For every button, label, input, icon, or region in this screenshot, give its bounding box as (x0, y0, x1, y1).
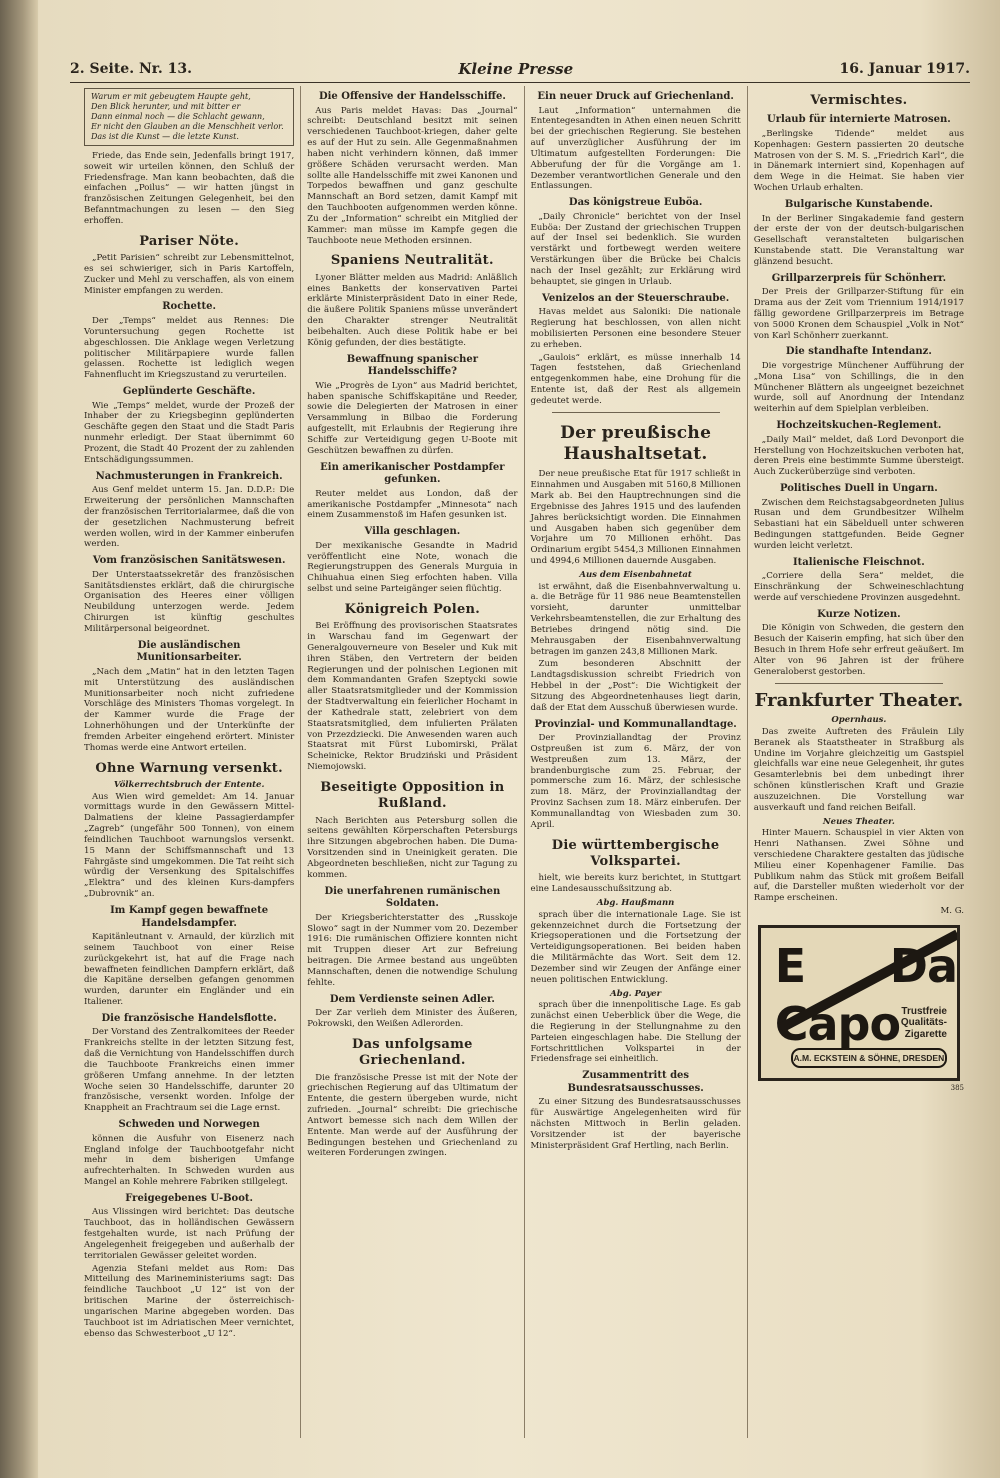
subheadline: Abg. Haußmann (596, 898, 675, 909)
article-text: sprach über die innenpolitische Lage. Es gab zunächst einen Ueberblick über die Wege, die die Regierung in der Stellungnahme zu den Parteien eingeschlagen habe. Die Stellung der Fortschrittlichen Volkspartei in der Friedensfrage sei einheitlich. (530, 1000, 741, 1065)
headline: Königreich Polen. (344, 601, 481, 617)
article-text: Zwischen dem Reichstagsabgeordneten Julius Rusan und dem Grundbesitzer Wilhelm Sebastiani hat ein Säbelduell unter schweren Bedingungen stattgefunden. Beide Gegner wurden leicht verletzt. (753, 497, 964, 551)
subheadline: Aus dem Eisenbahnetat (579, 569, 692, 580)
article-text: Zum besonderen Abschnitt der Landtagsdiskussion schreibt Friedrich von Hebbel in der „Post“: Die Wichtigkeit der Sitzung des Abgeordnetenhauses liegt darin, daß der Etat dem Ausschuß überwiesen wurde. (530, 659, 741, 713)
masthead: Kleine Presse (458, 60, 574, 78)
divider (775, 683, 943, 684)
headline: Geplünderte Geschäfte. (122, 386, 256, 398)
headline: Das königstreue Euböa. (568, 197, 703, 209)
column-3 (525, 86, 748, 1438)
column-1 (78, 86, 301, 1438)
headline: Rochette. (162, 301, 217, 313)
headline: Freigegebenes U-Boot. (125, 1192, 253, 1204)
divider (552, 412, 720, 413)
article-text: „Daily Chronicle“ berichtet von der Insel Euböa: Der Zustand der griechischen Truppen auf der Insel sei bedenklich. Sie wurden verstärkt und fortbewegt werden weitere Verstärkungen über die Brücke bei Chalcis nach der Insel gezählt; zur Erklärung wird behauptet, sie gingen in Urlaub. (530, 211, 741, 287)
article-text: Der Preis der Grillparzer-Stiftung für ein Drama aus der Zeit vom Triennium 1914/1917 fällig gewordene Grillparzerpreis im Betrage von 5000 Kronen dem Schauspiel „Volk in Not“ von Karl Schönherr zuerkannt. (753, 287, 964, 341)
article-text: „Nach dem „Matin“ hat in den letzten Tagen mit Unterstützung des ausländischen Munitionsarbeiter noch nicht zufriedene Vorschläge des Ministers Thomas vorgelegt. In der Kammer wurde die Frage der Lohnerhöhungen und der Unterkünfte der fremden Arbeiter eingehend erörtert. Minister Thomas werde eine Antwort erteilen. (84, 666, 295, 753)
article-text: Der Provinziallandtag der Provinz Ostpreußen ist zum 6. März, der von Westpreußen zum 13. März, der brandenburgische zum 25. Februar, der pommersche zum 16. März, der schlesische zum 18. März, der Provinziallandtag der Provinz Sachsen zum 18. März einberufen. Der Kommunallandtag von Wiesbaden zum 30. April. (530, 733, 741, 830)
headline: Beseitigte Opposition in Rußland. (320, 779, 505, 812)
article-text: Lyoner Blätter melden aus Madrid: Anläßlich eines Banketts der konservativen Partei erklärte Ministerpräsident Dato in einer Rede, die äußere Politik Spaniens müsse unverändert den Charakter strenger Neutralität beibehalten. Auch diese Politik habe er bei König gefunden, der dies bestätigte. (307, 272, 518, 348)
article-text: Der mexikanische Gesandte in Madrid veröffentlicht eine Note, wonach die Regierungstruppen des Generals Murguia in Chihuahua einen Sieg erfochten haben. Villa selbst und seine Parteigänger seien flüchtig. (307, 540, 518, 595)
article-text: Aus Wien wird gemeldet: Am 14. Januar vormittags wurde in den Gewässern Mittel-Dalmatiens der kleine Passagierdampfer „Zagreb“ (ungefähr 500 Tonnen), von einem feindlichen Tauchboot warnungslos versenkt. 15 Mann der Schiffsmannschaft und 13 Fahrgäste sind umgekommen. Die Tat reiht sich würdig der Versenkung des Spitalschiffes „Elektra“ und des kleinen Kurs-dampfers „Dubrovnik“ an. (84, 791, 295, 900)
headline: Die standhafte Intendanz. (785, 346, 932, 358)
headline: Ein neuer Druck auf Griechenland. (537, 91, 734, 102)
article-text: hielt, wie bereits kurz berichtet, in Stuttgart eine Landesausschußsitzung ab. (530, 873, 741, 895)
article-text: „Petit Parisien“ schreibt zur Lebensmittelnot, es sei schwieriger, sich in Paris Kartoffeln, Zucker und Mehl zu verschaffen, als von einem Minister empfangen zu werden. (84, 253, 295, 296)
article-text: Der Unterstaatssekretär des französischen Sanitätsdienstes erklärt, daß die chirurgische Organisation des Heeres einer völligen Neubildung unterzogen werde. Jedem Chirurgen ist künftig geschultes Militärpersonal beigeordnet. (84, 569, 295, 634)
section-title: Frankfurter Theater. (754, 689, 964, 711)
headline: Grillparzerpreis für Schönherr. (771, 272, 947, 284)
article-text: ist erwähnt, daß die Eisenbahnverwaltung u. a. die Beträge für 11 986 neue Beamtenstellen vorsieht, darunter unmittelbar Verkehrsbeamtenstellen, die zur Erhaltung des Betriebes dringend nötig sind. Die Mehrausgaben der Eisenbahnverwaltung betragen im ganzen 243,8 Millionen Mark. (530, 581, 741, 657)
article-text: Die Königin von Schweden, die gestern den Besuch der Kaiserin empfing, hat sich über den Besuch in Ihrem Hofe sehr erfreut geäußert. Im Alter von 96 Jahren ist der frühere Generaloberst gestorben. (753, 623, 964, 677)
article-text: Reuter meldet aus London, daß der amerikanische Postdampfer „Minnesota“ nach einem Zusammenstoß im Hafen gesunken ist. (307, 488, 518, 521)
headline: Politisches Duell in Ungarn. (779, 483, 938, 495)
article-text: „Daily Mail“ meldet, daß Lord Devonport die Herstellung von Hochzeitskuchen verboten hat, deren Preis eine bestimmte Summe übersteigt. Auch Zuckerüberzüge sind verboten. (753, 434, 964, 478)
headline: Italienische Fleischnot. (793, 556, 925, 568)
column-4 (748, 86, 970, 1438)
poem-box: Warum er mit gebeugtem Haupte geht, Den Blick herunter, und mit bitter er Dann einmal noch — die Schlacht gewann, Er nicht den Glauben an die Menschheit verlor. Das ist die Kunst — die letzte Kunst. (84, 88, 294, 146)
article-text: Kapitänleutnant v. Arnauld, der kürzlich mit seinem Tauchboot von einer Reise zurückgekehrt ist, hat auf die Frage nach bewaffneten feindlichen Dampfern erklärt, daß die Kapitäne derselben gefangen genommen wurden, darunter ein Engländer und ein Italiener. (84, 932, 295, 1008)
headline: Die württembergische Volkspartei. (551, 837, 720, 869)
article-text: Die vorgestrige Münchener Aufführung der „Mona Lisa“ von Schillings, die in den Münchener Blättern als ungeeignet bezeichnet wurde, soll auf Anordnung der Intendanz weiterhin auf dem Spielplan verbleiben. (753, 361, 964, 415)
headline: Provinzial- und Kommunallandtage. (534, 718, 737, 730)
subheadline: Neues Theater. (822, 816, 895, 827)
headline: Im Kampf gegen bewaffnete Handelsdampfer. (110, 904, 269, 929)
headline: Kurze Notizen. (817, 608, 901, 620)
headline: Das unfolgsame Griechenland. (352, 1036, 473, 1069)
page-header (70, 56, 970, 83)
subheadline: Opernhaus. (831, 715, 887, 726)
headline: Der preußische Haushaltsetat. (560, 422, 712, 465)
article-text: „Gaulois“ erklärt, es müsse innerhalb 14 Tagen feststehen, daß Griechenland entgegenkommen habe, eine Drohung für die Entente ist, daß der Rest als allgemein gedeutet werde. (530, 352, 741, 406)
headline: Bewaffnung spanischer Handelsschiffe? (346, 353, 478, 378)
article-text: Bei Eröffnung des provisorischen Staatsrates in Warschau fand im Gegenwart der Generalgouverneure von Beseler und Kuk mit ihren Stäben, den Vertretern der beiden Regierungen und der polnischen Legionen mit dem Kommandanten Grafen Szeptycki sowie aller Staatsratsmitglieder und der Kommission der Stadtverwaltung ein feierlicher Hochamt in der Kathedrale statt, zelebriert von dem Staatsratsmitglied, dem infulierten Prälaten von Przezdziecki. Die Anwesenden waren auch Staatsrat mit Fürst Lubomirski, Prälat Scheinicke, Rektor Brudziński und Präsident Niemojowski. (307, 621, 518, 773)
article-text: Nach Berichten aus Petersburg sollen die seitens gewählten Körperschaften Petersburgs ihre Sitzungen abgebrochen haben. Die Duma-Vorsitzenden sind in Uneinigkeit geraten. Die Abgeordneten beschließen, nicht zur Tagung zu kommen. (307, 815, 518, 880)
ad-brand: E Da Capo (774, 938, 957, 1051)
headline: Die ausländischen Munitionsarbeiter. (136, 639, 242, 664)
article-text: „Corriere della Sera“ meldet, die Einschränkung der Schweineschlachtung werde auf verschiedene Provinzen ausgedehnt. (753, 571, 964, 604)
article-text: Aus Paris meldet Havas: Das „Journal“ schreibt: Deutschland besitzt mit seinen verschiedenen Tauchboot-kriegen, daher gelte es auf der Hut zu sein. Alle Gegenmaßnahmen haben nicht verhindern können, daß immer größere Schäden verursacht werden. Man sollte alle Handelsschiffe mit zwei Kanonen und Torpedos bewaffnen und ganz geschulte Mannschaft an Bord setzen, damit Kampf mit den Tauchbooten aufgenommen werden könne. Zu der „Information“ schreibt ein Mitglied der Kammer: man müsse im Kampfe gegen die Tauchboote neue Methoden ersinnen. (307, 105, 518, 246)
headline: Nachmusterungen in Frankreich. (95, 470, 283, 482)
headline: Die Offensive der Handelsschiffe. (318, 91, 506, 102)
headline: Dem Verdienste seinen Adler. (329, 993, 495, 1005)
article-text: Hinter Mauern. Schauspiel in vier Akten von Henri Nathansen. Zwei Söhne und verschiedene Charaktere gestalten das jüdische Milieu einer Kopenhagener Familie. Das Publikum nahm das Stück mit großem Beifall auf, die Darsteller mußten wiederholt vor der Rampe erscheinen. (753, 828, 964, 904)
headline: Die französische Handelsflotte. (101, 1012, 277, 1024)
page-number-label: 2. Seite. Nr. 13. (70, 61, 192, 77)
headline: Urlaub für internierte Matrosen. (767, 114, 951, 126)
article-text: Der „Temps“ meldet aus Rennes: Die Voruntersuchung gegen Rochette ist abgeschlossen. Die Anklage wegen Verletzung politischer Militärpapiere wurde fallen gelassen. Rochette ist lediglich wegen Fahnenflucht im Kriegszustand zu verurteilen. (84, 316, 295, 381)
article-text: Havas meldet aus Saloniki: Die nationale Regierung hat beschlossen, von allen nicht mobilisierten Personen eine besondere Steuer zu erheben. (530, 307, 741, 350)
ad-tagline: Trustfreie Qualitäts- Zigarette (900, 1005, 947, 1040)
issue-date: 16. Januar 1917. (839, 61, 970, 77)
headline: Bulgarische Kunstabende. (784, 198, 933, 210)
column-2 (301, 86, 524, 1438)
article-text: sprach über die internationale Lage. Sie ist gekennzeichnet durch die Fortsetzung der Kriegsoperationen und die Fortsetzung der Verteidigungsoperationen. Bei beiden haben die Militärmächte das Wort. Seit dem 12. Dezember sind wir Zeugen der Anfänge einer neuen politischen Entwicklung. (530, 909, 741, 985)
headline: Spaniens Neutralität. (330, 253, 494, 269)
article-text: Die französische Presse ist mit der Note der griechischen Regierung auf das Ultimatum der Entente, die gestern übergeben wurde, nicht zufrieden. „Journal“ schreibt: Die griechische Antwort bemesse sich nach dem Willen der Entente. Man werde auf der Ausführung der Bedingungen bestehen und Griechenland zu weiteren Forderungen zwingen. (307, 1072, 518, 1159)
headline: Ein amerikanischer Postdampfer gefunken. (320, 461, 505, 486)
article-text: Agenzia Stefani meldet aus Rom: Das Mitteilung des Marineministeriums sagt: Das feindliche Tauchboot „U 12“ ist von der britischen Marine der österreichisch-ungarischen Marine abgegeben worden. Das Tauchboot ist im Adriatischen Meer vernichtet, ebenso das Schwesterboot „U 12“. (84, 1263, 295, 1339)
article-text: Der Zar verlieh dem Minister des Äußeren, Pokrowski, den Weißen Adlerorden. (307, 1008, 518, 1030)
section-title: Vermischtes. (810, 93, 908, 108)
subheadline: Abg. Payer (610, 988, 662, 999)
article-text: Friede, das Ende sein, Jedenfalls bringt 1917, soweit wir urteilen können, den Schluß der Friedensfrage. Man kann beobachten, daß die einfachen „Poilus“ — wir hatten jüngst in französischen Zeitungen Gelegenheit, bei den Befanntmachungen zu lesen — den Sieg erhoffen. (84, 151, 295, 226)
subheadline: Völkerrechtsbruch der Entente. (113, 779, 265, 790)
article-text: Der neue preußische Etat für 1917 schließt in Einnahmen und Ausgaben mit 5160,8 Millionen Mark ab. Bei den Hauptrechnungen sind die Ergebnisse des Jahres 1915 und des laufenden Jahres berücksichtigt worden. Die Einnahmen und Ausgaben haben sich gegenüber dem Vorjahre um 70 Millionen erhöht. Das Ordinarium ergibt 5454,3 Millionen Einnahmen und 4994,6 Millionen dauernde Ausgaben. (530, 469, 741, 567)
article-text: Aus Vlissingen wird berichtet: Das deutsche Tauchboot, das in holländischen Gewässern festgehalten wurde, ist nach Prüfung der Angelegenheit freigegeben und außerhalb der territorialen Gewässer geleitet worden. (84, 1207, 295, 1261)
article-text: Das zweite Auftreten des Fräulein Lily Beranek als Staatstheater in Straßburg als Undine im Vorjahre gleichzeitig um Gastspiel gleichfalls war eine neue Gelegenheit, ihr gutes Gesamterlebnis bei dem unbedingt ihrer schönen künstlerischen Kraft und Grazie auszuzeichnen. Die Vorstellung war ausverkauft und fand reichen Beifall. (753, 726, 964, 813)
article-text: Laut „Information“ unternahmen die Ententegesandten in Athen einen neuen Schritt bei der griechischen Regierung. Sie bestehen auf unverzüglicher Ausführung der im Ultimatum aufgestellten Forderungen: Die Abberufung der für die Vorgänge am 1. Dezember verantwortlichen Generale und den Entlassungen. (530, 105, 741, 192)
headline: Die unerfahrenen rumänischen Soldaten. (324, 885, 501, 910)
article-text: Der Vorstand des Zentralkomitees der Reeder Frankreichs stellte in der letzten Sitzung fest, daß die Vernichtung von Handelsschiffen durch die Tauchboote Frankreichs einen immer größeren Umfang annehme. In der letzten Woche seien 30 Handelsschiffe, darunter 20 französische, versenkt worden. Infolge der Knappheit an Frachtraum sei die Lage ernst. (84, 1027, 295, 1114)
da-capo-advertisement (758, 925, 960, 1081)
headline: Hochzeitskuchen-Reglement. (776, 420, 942, 432)
page-footer-number: 385 (950, 1083, 964, 1092)
headline: Schweden und Norwegen (118, 1119, 260, 1131)
article-text: „Berlingske Tidende“ meldet aus Kopenhagen: Gestern passierten 20 deutsche Matrosen von der S. M. S. „Friedrich Karl“, die in Dänemark interniert sind, Kopenhagen auf dem Wege in die Heimat. Sie haben vier Wochen Urlaub erhalten. (753, 128, 964, 194)
headline: Zusammentritt des Bundesratsausschusses. (567, 1070, 704, 1094)
article-text: Der Kriegsberichterstatter des „Russkoje Slowo“ sagt in der Nummer vom 20. Dezember 1916: Die rumänischen Offiziere konnten nicht mit Truppen dieser Art zur Befreiung beitragen. Die Armee bestand aus ungeübten Mannschaften, denen die notwendige Schulung fehlte. (307, 912, 518, 988)
headline: Ohne Warnung versenkt. (95, 760, 283, 776)
columns (78, 86, 970, 1438)
article-text: Aus Genf meldet unterm 15. Jan. D.D.P.: Die Erweiterung der persönlichen Mannschaften der französischen Territorialarmee, daß die von der gesetzlichen Nachmusterung befreit werden wollen, wird in der Kammer einberufen werden. (84, 485, 295, 550)
article-text: In der Berliner Singakademie fand gestern der erste der von der deutsch-bulgarischen Gesellschaft veranstalteten bulgarischen Kunstabende statt. Die Veranstaltung war glänzend besucht. (753, 213, 964, 267)
article-text: Zu einer Sitzung des Bundesratsausschusses für Auswärtige Angelegenheiten wird für nächsten Mittwoch in Berlin geladen. Vorsitzender ist der bayerische Ministerpräsident Graf Hertling, nach Berlin. (530, 1097, 741, 1151)
signature: M. G. (940, 906, 964, 917)
article-text: können die Ausfuhr von Eisenerz nach England infolge der Tauchbootgefahr nicht mehr in dem bisherigen Umfange aufrechterhalten. In Schweden wurden aus Mangel an Kohle mehrere Fabriken stillgelegt. (84, 1133, 295, 1188)
headline: Villa geschlagen. (364, 526, 461, 538)
ad-manufacturer: A.M. ECKSTEIN & SÖHNE, DRESDEN (791, 1048, 947, 1068)
headline: Vom französischen Sanitätswesen. (92, 555, 286, 567)
article-text: Wie „Progrès de Lyon“ aus Madrid berichtet, haben spanische Schiffskapitäne und Reeder, sowie die Delegierten der Matrosen in einer Versammlung in Bilbao die Forderung aufgestellt, mit Erlaubnis der Regierung ihre Schiffe zur Verteidigung gegen U-Boote mit Geschützen bewaffnen zu dürfen. (307, 380, 518, 456)
headline: Venizelos an der Steuerschraube. (542, 292, 730, 304)
book-binding (0, 0, 38, 1478)
article-text: Wie „Temps“ meldet, wurde der Prozeß der Inhaber der zu Kriegsbeginn geplünderten Geschäfte gegen den Staat und die Stadt Paris nunmehr erledigt. Der Staat übernimmt 60 Prozent, die Stadt 40 Prozent der zu zahlenden Entschädigungssummen. (84, 400, 295, 465)
headline: Pariser Nöte. (139, 233, 240, 249)
